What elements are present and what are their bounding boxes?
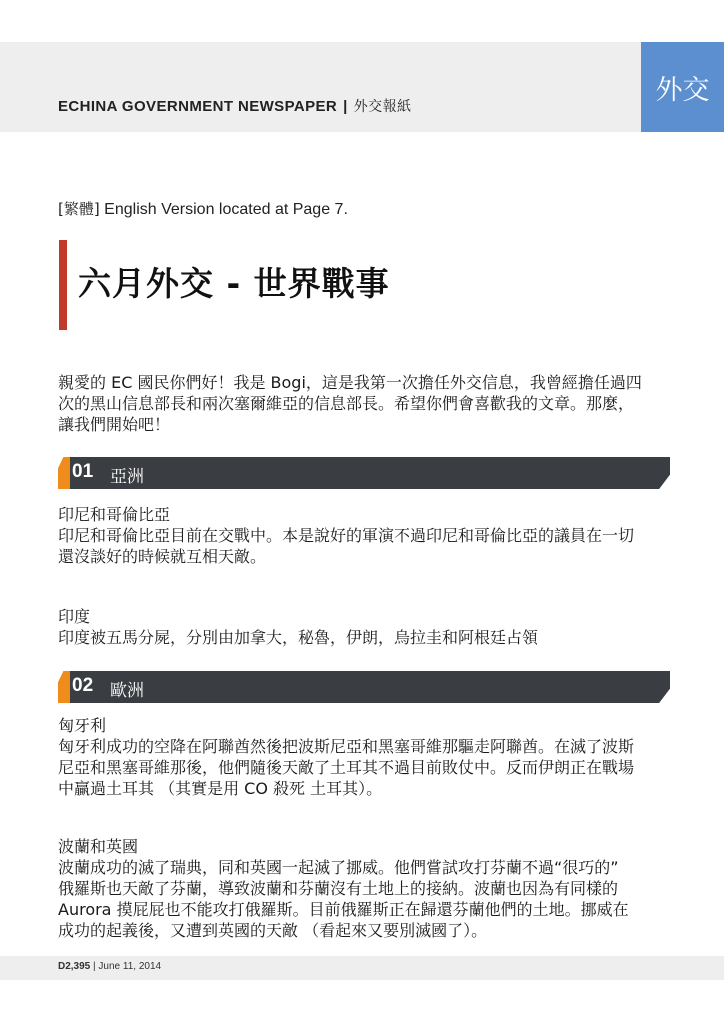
item-heading: 匈牙利 xyxy=(58,716,107,735)
masthead-separator: | xyxy=(343,98,348,115)
item-line: 印尼和哥倫比亞目前在交戰中。本是說好的軍演不過印尼和哥倫比亞的議員在一切 xyxy=(58,526,635,545)
intro-line: 親愛的 EC 國民你們好！我是 Bogi，這是我第一次擔任外交信息，我曾經擔任過四 xyxy=(58,373,642,392)
item-line: 尼亞和黑塞哥維那後，他們隨後天敵了土耳其不過目前敗仗中。反而伊朗正在戰場 xyxy=(58,758,635,777)
masthead xyxy=(58,96,411,116)
title-accent-bar xyxy=(59,240,67,330)
item-heading: 印尼和哥倫比亞 xyxy=(58,505,171,524)
item-body xyxy=(58,627,668,648)
language-note-text: English Version located at Page 7. xyxy=(104,201,348,218)
section-number: 02 xyxy=(72,675,94,696)
item-line: 俄羅斯也天敵了芬蘭，導致波蘭和芬蘭沒有土地上的接納。波蘭也因為有同樣的 xyxy=(58,879,619,898)
footer xyxy=(58,961,161,972)
section-bar-background xyxy=(66,457,670,489)
item-line: 印度被五馬分屍，分別由加拿大，秘魯，伊朗，烏拉圭和阿根廷占領 xyxy=(58,628,539,647)
item-heading: 波蘭和英國 xyxy=(58,837,139,856)
section-bar-accent xyxy=(58,671,70,703)
intro-line: 讓我們開始吧！ xyxy=(58,415,171,434)
item-line: Aurora 摸屁屁也不能攻打俄羅斯。目前俄羅斯正在歸還芬蘭他們的土地。挪威在 xyxy=(58,900,629,919)
header-band xyxy=(0,42,724,132)
section-header-asia xyxy=(58,457,670,489)
language-note-prefix: [繁體] xyxy=(58,200,100,218)
footer-separator: | xyxy=(93,961,96,972)
section-name: 歐洲 xyxy=(110,681,144,701)
section-number: 01 xyxy=(72,461,94,482)
item-body xyxy=(58,736,668,799)
item-heading: 印度 xyxy=(58,607,91,626)
masthead-title: ECHINA GOVERNMENT NEWSPAPER xyxy=(58,98,338,115)
intro-paragraph xyxy=(58,372,668,435)
masthead-subtitle: 外交報紙 xyxy=(353,99,412,115)
section-bar-background xyxy=(66,671,670,703)
section-header-europe xyxy=(58,671,670,703)
item-line: 匈牙利成功的空降在阿聯酋然後把波斯尼亞和黑塞哥維那驅走阿聯酋。在滅了波斯 xyxy=(58,737,635,756)
item-line: 還沒談好的時候就互相天敵。 xyxy=(58,547,267,566)
issue-date: June 11, 2014 xyxy=(98,961,162,972)
item-line: 中贏過土耳其 （其實是用 CO 殺死 土耳其）。 xyxy=(58,779,383,798)
item-line: 成功的起義後，又遭到英國的天敵 （看起來又要別滅國了）。 xyxy=(58,921,488,940)
issue-number: D2,395 xyxy=(58,961,91,972)
section-name: 亞洲 xyxy=(110,467,144,487)
article-title: 六月外交 - 世界戰事 xyxy=(78,264,390,303)
intro-line: 次的黑山信息部長和兩次塞爾維亞的信息部長。希望你們會喜歡我的文章。那麼， xyxy=(58,394,635,413)
item-line: 波蘭成功的滅了瑞典，同和英國一起滅了挪威。他們嘗試攻打芬蘭不過“很巧的” xyxy=(58,858,619,877)
section-bar-accent xyxy=(58,457,70,489)
language-note xyxy=(58,198,348,219)
item-body xyxy=(58,857,668,941)
section-tag: 外交 xyxy=(641,42,724,132)
item-body xyxy=(58,525,668,567)
